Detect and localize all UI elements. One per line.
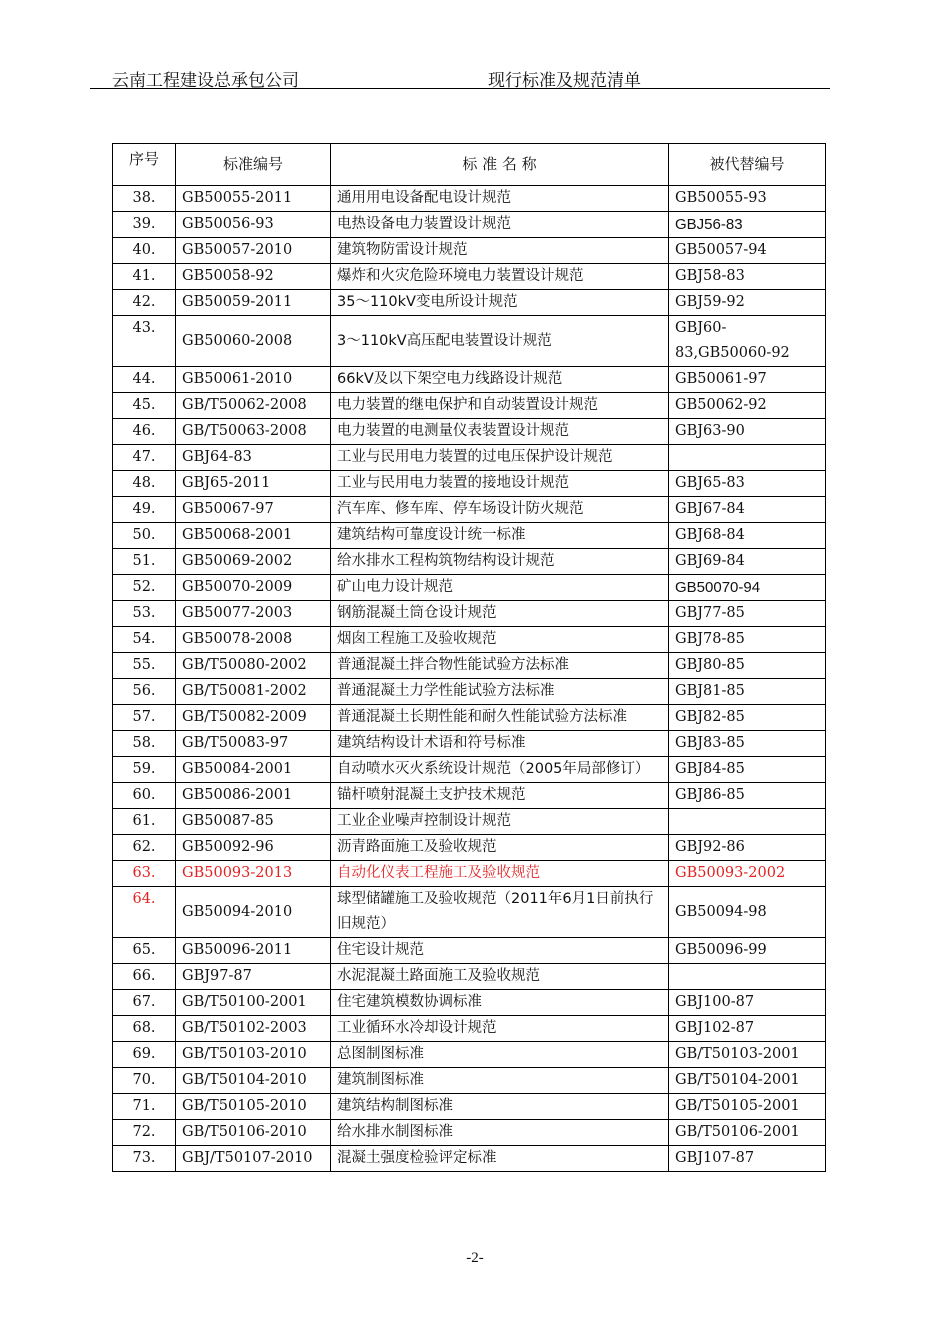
table-row [113, 783, 826, 809]
standard-code-cell: GB50084-2001 [176, 757, 331, 783]
standard-name-cell: 给水排水工程构筑物结构设计规范 [331, 549, 669, 575]
table-row [113, 1068, 826, 1094]
standard-code-cell: GB/T50062-2008 [176, 393, 331, 419]
standard-code-cell: GB/T50100-2001 [176, 990, 331, 1016]
standard-code-cell: GB50056-93 [176, 212, 331, 238]
replaced-code-cell [669, 964, 826, 990]
table-row [113, 523, 826, 549]
table-row [113, 990, 826, 1016]
standard-name-cell: 沥青路面施工及验收规范 [331, 835, 669, 861]
standard-code-cell: GBJ65-2011 [176, 471, 331, 497]
standard-name-cell: 建筑制图标准 [331, 1068, 669, 1094]
replaced-code-cell: GB50093-2002 [669, 861, 826, 887]
replaced-code-cell: GBJ81-85 [669, 679, 826, 705]
standard-code-cell: GBJ64-83 [176, 445, 331, 471]
serial-no-cell: 61. [113, 809, 176, 835]
replaced-code-cell: GBJ107-87 [669, 1146, 826, 1172]
table-row [113, 964, 826, 990]
standard-name-cell: 建筑结构设计术语和符号标准 [331, 731, 669, 757]
document-title: 现行标准及规范清单 [488, 71, 641, 91]
replaced-code-cell: GBJ100-87 [669, 990, 826, 1016]
serial-no-cell: 39. [113, 212, 176, 238]
standard-code-cell: GB50092-96 [176, 835, 331, 861]
table-row [113, 445, 826, 471]
standard-code-cell: GB/T50080-2002 [176, 653, 331, 679]
standard-code-cell: GBJ97-87 [176, 964, 331, 990]
standard-name-cell: 住宅建筑模数协调标准 [331, 990, 669, 1016]
replaced-code-cell [669, 316, 826, 367]
table-row [113, 1094, 826, 1120]
table-body [113, 186, 826, 1172]
standard-name-cell: 工业企业噪声控制设计规范 [331, 809, 669, 835]
standard-name-cell: 钢筋混凝土筒仓设计规范 [331, 601, 669, 627]
table-row [113, 471, 826, 497]
replaced-code-cell: GBJ69-84 [669, 549, 826, 575]
replaced-code-cell: GBJ58-83 [669, 264, 826, 290]
serial-no-cell: 55. [113, 653, 176, 679]
page-number: -2- [466, 1250, 484, 1266]
table-row [113, 601, 826, 627]
standard-name-cell: 工业与民用电力装置的过电压保护设计规范 [331, 445, 669, 471]
serial-no-cell: 60. [113, 783, 176, 809]
standard-name-cell: 锚杆喷射混凝土支护技术规范 [331, 783, 669, 809]
table-row [113, 938, 826, 964]
standard-code-cell: GB50093-2013 [176, 861, 331, 887]
standards-table [112, 143, 826, 1172]
table-row [113, 653, 826, 679]
company-name: 云南工程建设总承包公司 [112, 71, 299, 91]
replaced-code-cell: GB/T50104-2001 [669, 1068, 826, 1094]
serial-no-cell: 43. [113, 316, 176, 367]
replaced-code-cell: GBJ67-84 [669, 497, 826, 523]
replaced-code-cell: GB50062-92 [669, 393, 826, 419]
standard-name-cell: 自动喷水灭火系统设计规范（2005年局部修订） [331, 757, 669, 783]
table-row [113, 1016, 826, 1042]
serial-no-cell: 58. [113, 731, 176, 757]
header-replaced-code: 被代替编号 [669, 144, 826, 186]
standard-name-cell: 工业与民用电力装置的接地设计规范 [331, 471, 669, 497]
table-row [113, 212, 826, 238]
replaced-code-cell [669, 445, 826, 471]
standard-name-cell: 烟囱工程施工及验收规范 [331, 627, 669, 653]
serial-no-cell: 69. [113, 1042, 176, 1068]
replaced-code-cell: GBJ68-84 [669, 523, 826, 549]
serial-no-cell: 50. [113, 523, 176, 549]
table-row [113, 186, 826, 212]
replaced-code-cell: GBJ78-85 [669, 627, 826, 653]
standard-code-cell: GBJ/T50107-2010 [176, 1146, 331, 1172]
standard-code-cell: GB50057-2010 [176, 238, 331, 264]
header-standard-name: 标 准 名 称 [331, 144, 669, 186]
serial-no-cell: 44. [113, 367, 176, 393]
standard-code-cell: GB/T50063-2008 [176, 419, 331, 445]
standard-name-cell: 建筑结构制图标准 [331, 1094, 669, 1120]
serial-no-cell: 65. [113, 938, 176, 964]
serial-no-cell: 63. [113, 861, 176, 887]
replaced-code-cell: GB50070-94 [669, 575, 826, 601]
serial-no-cell: 41. [113, 264, 176, 290]
standard-name-cell: 汽车库、修车库、停车场设计防火规范 [331, 497, 669, 523]
table-row [113, 419, 826, 445]
header-rule [90, 88, 830, 89]
table-row [113, 835, 826, 861]
replaced-code-cell: GB/T50103-2001 [669, 1042, 826, 1068]
replaced-code-cell: GBJ77-85 [669, 601, 826, 627]
serial-no-cell: 57. [113, 705, 176, 731]
replaced-code-cell: GB/T50106-2001 [669, 1120, 826, 1146]
standard-code-cell: GB50058-92 [176, 264, 331, 290]
replaced-code-cell: GBJ82-85 [669, 705, 826, 731]
standard-code-cell: GB/T50081-2002 [176, 679, 331, 705]
standard-code-cell: GB/T50103-2010 [176, 1042, 331, 1068]
standard-name-cell: 66kV及以下架空电力线路设计规范 [331, 367, 669, 393]
serial-no-cell: 62. [113, 835, 176, 861]
table-row [113, 731, 826, 757]
replaced-code-cell [669, 809, 826, 835]
standard-code-cell: GB50070-2009 [176, 575, 331, 601]
standard-name-cell: 球型储罐施工及验收规范（2011年6月1日前执行旧规范） [331, 887, 669, 938]
standard-code-cell: GB50094-2010 [176, 887, 331, 938]
replaced-code-cell: GBJ59-92 [669, 290, 826, 316]
standard-name-cell: 总图制图标准 [331, 1042, 669, 1068]
replaced-code-cell: GBJ84-85 [669, 757, 826, 783]
serial-no-cell: 66. [113, 964, 176, 990]
replaced-code-cell: GBJ92-86 [669, 835, 826, 861]
serial-no-cell: 59. [113, 757, 176, 783]
replaced-code-cell: GBJ102-87 [669, 1016, 826, 1042]
replaced-code-cell: GBJ65-83 [669, 471, 826, 497]
serial-no-cell: 45. [113, 393, 176, 419]
table-row [113, 705, 826, 731]
table-row [113, 316, 826, 367]
standard-code-cell: GB50068-2001 [176, 523, 331, 549]
standard-code-cell: GB50087-85 [176, 809, 331, 835]
serial-no-cell: 71. [113, 1094, 176, 1120]
standard-name-cell: 工业循环水冷却设计规范 [331, 1016, 669, 1042]
table-row [113, 1120, 826, 1146]
standard-code-cell: GB50060-2008 [176, 316, 331, 367]
table-header-row [113, 144, 826, 186]
table-row [113, 575, 826, 601]
standard-code-cell: GB50067-97 [176, 497, 331, 523]
replaced-code-cell: GB50057-94 [669, 238, 826, 264]
table-row [113, 264, 826, 290]
standard-name-cell: 建筑结构可靠度设计统一标准 [331, 523, 669, 549]
standard-name-cell: 矿山电力设计规范 [331, 575, 669, 601]
standard-code-cell: GB50055-2011 [176, 186, 331, 212]
replaced-code-cell: GBJ80-85 [669, 653, 826, 679]
serial-no-cell: 56. [113, 679, 176, 705]
table-row [113, 290, 826, 316]
table-row [113, 393, 826, 419]
replaced-code-cell: GB/T50105-2001 [669, 1094, 826, 1120]
table-row [113, 679, 826, 705]
serial-no-cell: 73. [113, 1146, 176, 1172]
standard-name-cell: 普通混凝土长期性能和耐久性能试验方法标准 [331, 705, 669, 731]
serial-no-cell: 40. [113, 238, 176, 264]
standard-code-cell: GB/T50106-2010 [176, 1120, 331, 1146]
replaced-code-line: GBJ60- [675, 320, 727, 336]
serial-no-cell: 38. [113, 186, 176, 212]
table-row [113, 809, 826, 835]
serial-no-cell: 48. [113, 471, 176, 497]
serial-no-cell: 70. [113, 1068, 176, 1094]
standard-name-cell: 通用用电设备配电设计规范 [331, 186, 669, 212]
standard-code-cell: GB/T50102-2003 [176, 1016, 331, 1042]
standard-name-cell: 普通混凝土拌合物性能试验方法标准 [331, 653, 669, 679]
serial-no-cell: 46. [113, 419, 176, 445]
header-standard-code: 标准编号 [176, 144, 331, 186]
table-row [113, 887, 826, 938]
standard-name-cell: 混凝土强度检验评定标准 [331, 1146, 669, 1172]
serial-no-cell: 49. [113, 497, 176, 523]
standard-code-cell: GB50077-2003 [176, 601, 331, 627]
standard-code-cell: GB50059-2011 [176, 290, 331, 316]
table-row [113, 367, 826, 393]
serial-no-cell: 53. [113, 601, 176, 627]
replaced-code-cell: GB50061-97 [669, 367, 826, 393]
replaced-code-cell: GBJ83-85 [669, 731, 826, 757]
standard-name-cell: 电力装置的继电保护和自动装置设计规范 [331, 393, 669, 419]
serial-no-cell: 52. [113, 575, 176, 601]
serial-no-cell: 42. [113, 290, 176, 316]
replaced-code-cell: GB50096-99 [669, 938, 826, 964]
table-row [113, 757, 826, 783]
standard-name-cell: 35～110kV变电所设计规范 [331, 290, 669, 316]
replaced-code-cell: GB50055-93 [669, 186, 826, 212]
standard-code-cell: GB50086-2001 [176, 783, 331, 809]
table-row [113, 238, 826, 264]
serial-no-cell: 67. [113, 990, 176, 1016]
header-serial-no: 序号 [113, 144, 176, 186]
table-row [113, 1146, 826, 1172]
table-row [113, 549, 826, 575]
serial-no-cell: 47. [113, 445, 176, 471]
standard-code-cell: GB/T50105-2010 [176, 1094, 331, 1120]
standard-code-cell: GB50096-2011 [176, 938, 331, 964]
standard-name-cell: 普通混凝土力学性能试验方法标准 [331, 679, 669, 705]
table-row [113, 1042, 826, 1068]
serial-no-cell: 64. [113, 887, 176, 938]
standard-name-cell: 自动化仪表工程施工及验收规范 [331, 861, 669, 887]
standard-code-cell: GB/T50082-2009 [176, 705, 331, 731]
standard-name-cell: 建筑物防雷设计规范 [331, 238, 669, 264]
standard-code-cell: GB50069-2002 [176, 549, 331, 575]
replaced-code-line: 83,GB50060-92 [675, 345, 790, 361]
standard-name-cell: 给水排水制图标准 [331, 1120, 669, 1146]
replaced-code-cell: GB50094-98 [669, 887, 826, 938]
standard-name-cell: 住宅设计规范 [331, 938, 669, 964]
replaced-code-cell: GBJ63-90 [669, 419, 826, 445]
table-row [113, 497, 826, 523]
standard-code-cell: GB50061-2010 [176, 367, 331, 393]
table-row [113, 861, 826, 887]
standard-code-cell: GB/T50104-2010 [176, 1068, 331, 1094]
serial-no-cell: 54. [113, 627, 176, 653]
replaced-code-cell: GBJ56-83 [669, 212, 826, 238]
standard-name-cell: 水泥混凝土路面施工及验收规范 [331, 964, 669, 990]
serial-no-cell: 68. [113, 1016, 176, 1042]
standard-name-cell: 电力装置的电测量仪表装置设计规范 [331, 419, 669, 445]
standard-code-cell: GB/T50083-97 [176, 731, 331, 757]
standard-name-cell: 3～110kV高压配电装置设计规范 [331, 316, 669, 367]
table-row [113, 627, 826, 653]
replaced-code-cell: GBJ86-85 [669, 783, 826, 809]
standard-code-cell: GB50078-2008 [176, 627, 331, 653]
serial-no-cell: 51. [113, 549, 176, 575]
standard-name-cell: 爆炸和火灾危险环境电力装置设计规范 [331, 264, 669, 290]
serial-no-cell: 72. [113, 1120, 176, 1146]
standard-name-cell: 电热设备电力装置设计规范 [331, 212, 669, 238]
